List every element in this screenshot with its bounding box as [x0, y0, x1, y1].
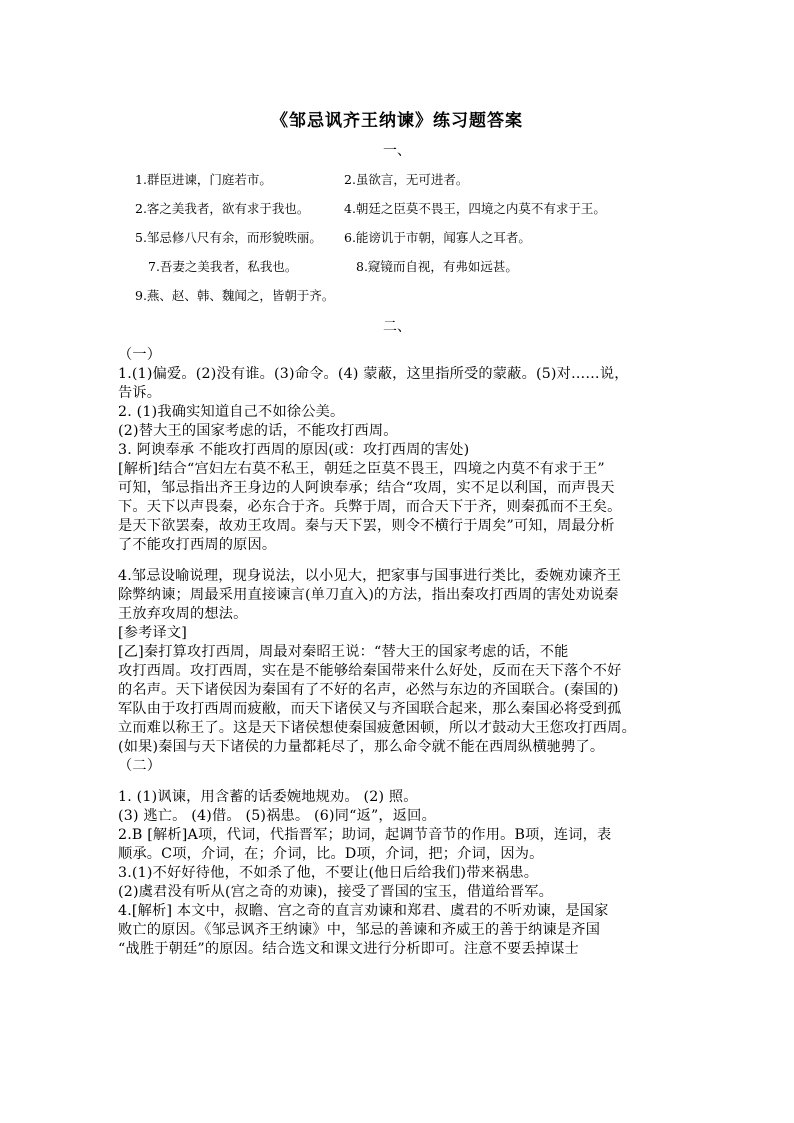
body-line: 2.B [解析]A项，代词，代指晋军；助词，起调节音节的作用。B项，连词，表 [118, 827, 612, 843]
body-line: 军队由于攻打西周而疲敝，而天下诸侯又与齐国联合起来，那么秦国必将受到孤 [118, 701, 622, 717]
body-line: “战胜于朝廷”的原因。结合选文和课文进行分析即可。注意不要丢掉谋士 [118, 941, 579, 957]
body-line: 顺承。C项，介词，在；介词，比。D项，介词，把；介词，因为。 [118, 846, 544, 862]
body-line: 立而难以称王了。这是天下诸侯想使秦国疲惫困顿，所以才鼓动大王您攻打西周。 [118, 720, 636, 736]
body-line: 攻打西周。攻打西周，实在是不能够给秦国带来什么好处，反而在天下落个不好 [118, 663, 622, 679]
body-line: 1.(1)偏爱。(2)没有谁。(3)命令。(4) 蒙蔽，这里指所受的蒙蔽。(5)对……说， [118, 366, 629, 382]
answer-item: 4.朝廷之臣莫不畏王，四境之内莫不有求于王。 [344, 201, 606, 216]
body-line: 的名声。天下诸侯因为秦国有了不好的名声，必然与东边的齐国联合。(秦国的) [118, 682, 619, 698]
answer-item: 6.能谤讥于市朝，闻寡人之耳者。 [344, 230, 531, 245]
body-line: 败亡的原因。《邹忌讽齐王纳谏》中，邹忌的善谏和齐威王的善于纳谏是齐国 [118, 922, 601, 938]
section-2-body [118, 346, 684, 959]
answer-item: 2.客之美我者，欲有求于我也。 [135, 201, 310, 216]
body-line: (2)替大王的国家考虑的话，不能攻打西周。 [118, 423, 398, 439]
body-line: [乙]秦打算攻打西周，周最对秦昭王说：“替大王的国家考虑的话，不能 [118, 644, 569, 660]
body-line: 除弊纳谏；周最采用直接谏言(单刀直入)的方法，指出秦攻打西周的害处劝说秦 [118, 587, 619, 603]
subsection-label: （一） [118, 347, 162, 363]
body-line: 3. 阿谀奉承 不能攻打西周的原因(或：攻打西周的害处) [118, 442, 470, 458]
answer-item: 7.吾妻之美我者，私我也。 [148, 259, 298, 274]
body-line: (如果)秦国与天下诸侯的力量都耗尽了，那么命令就不能在西周纵横驰骋了。 [118, 739, 605, 755]
body-line: 可知，邹忌指出齐王身边的人阿谀奉承；结合“攻周，实不足以利国，而声畏天 [118, 480, 615, 496]
answer-item: 9.燕、赵、韩、魏闻之，皆朝于齐。 [135, 288, 335, 303]
body-line: 4.[解析] 本文中，叔瞻、宫之奇的直言劝谏和郑君、虞君的不听劝谏，是国家 [118, 903, 609, 919]
body-line: 了不能攻打西周的原因。 [118, 537, 277, 553]
body-line: 是天下欲罢秦，故劝王攻周。秦与天下罢，则令不横行于周矣”可知，周最分析 [118, 518, 615, 534]
body-line: 2. (1)我确实知道自己不如徐公美。 [118, 404, 345, 420]
body-line: (3) 逃亡。 (4)借。 (5)祸患。 (6)同“返”，返回。 [118, 808, 436, 824]
body-line: 王放弃攻周的想法。 [118, 606, 248, 622]
body-line: 告诉。 [118, 385, 162, 401]
body-line: 1. (1)讽谏，用含蓄的话委婉地规劝。 (2) 照。 [118, 789, 418, 805]
answer-item: 2.虽欲言，无可进者。 [344, 172, 469, 187]
body-line: 4.邹忌设喻说理，现身说法，以小见大，把家事与国事进行类比，委婉劝谏齐王 [118, 568, 622, 584]
section-heading-2: 二、 [383, 319, 411, 335]
answer-item: 8.窥镜而自视，有弗如远甚。 [356, 259, 518, 274]
subsection-label: （二） [118, 758, 162, 774]
body-line: (2)虞君没有听从(宫之奇的劝谏)，接受了晋国的宝玉，借道给晋军。 [118, 884, 554, 900]
body-line: 3.(1)不好好待他，不如杀了他，不要让(他日后给我们)带来祸患。 [118, 865, 539, 881]
body-line: 下。天下以声畏秦，必东合于齐。兵弊于周，而合天下于齐，则秦孤而不王矣。 [118, 499, 622, 515]
translation-label: [参考译文] [118, 625, 188, 641]
answer-item: 5.邹忌修八尺有余，而形貌昳丽。 [135, 230, 322, 245]
body-line: [解析]结合“宫妇左右莫不私王，朝廷之臣莫不畏王，四境之内莫不有求于王” [118, 461, 605, 477]
document-title: 《邹忌讽齐王纳谏》练习题答案 [271, 111, 523, 131]
section-heading-1: 一、 [383, 143, 411, 159]
answer-item: 1.群臣进谏，门庭若市。 [135, 172, 272, 187]
